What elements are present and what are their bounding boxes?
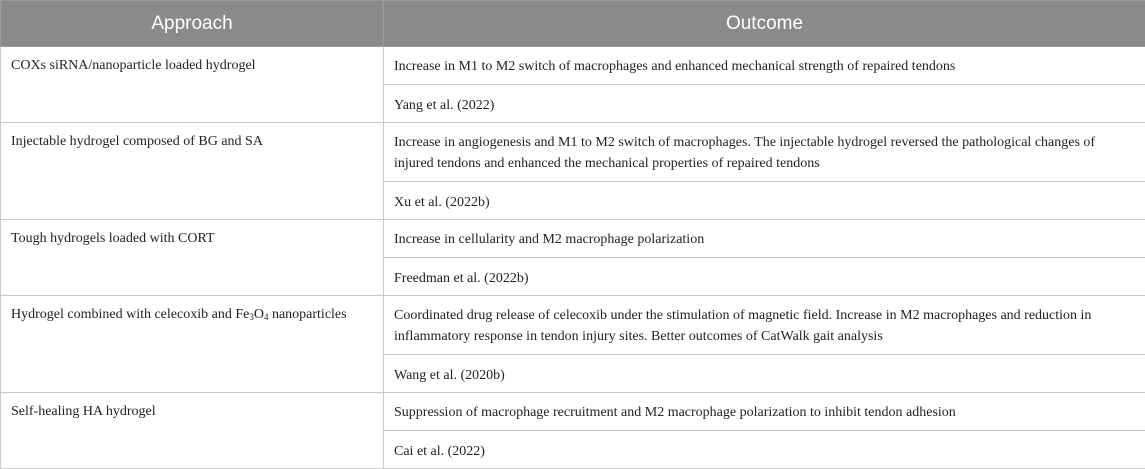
table-row (1, 47, 1145, 85)
approach-cell: Injectable hydrogel composed of BG and SA (1, 123, 384, 220)
subscript-4: 4 (264, 312, 269, 322)
approach-text-suffix: nanoparticles (268, 307, 346, 322)
outcome-cell: Increase in angiogenesis and M1 to M2 switch of macrophages. The injectable hydrogel reversed the pathological changes of injured tendons and enhanced the mechanical properties of repaired tendons (384, 123, 1145, 182)
reference-cell: Yang et al. (2022) (384, 85, 1145, 123)
approach-text-mid: O (254, 307, 264, 322)
header-row (1, 1, 1145, 47)
table-row (1, 393, 1145, 431)
approach-cell (1, 296, 384, 393)
approach-text-prefix: Hydrogel combined with celecoxib and Fe (11, 307, 249, 322)
approach-cell: Tough hydrogels loaded with CORT (1, 220, 384, 296)
outcome-cell: Coordinated drug release of celecoxib under the stimulation of magnetic field. Increase in M2 macrophages and reduction in inflammatory response in tendon injury sites. Better outcomes of CatWalk gait analysis (384, 296, 1145, 355)
table-row (1, 220, 1145, 258)
outcome-cell: Suppression of macrophage recruitment and M2 macrophage polarization to inhibit tendon adhesion (384, 393, 1145, 431)
reference-cell: Cai et al. (2022) (384, 431, 1145, 469)
reference-cell: Wang et al. (2020b) (384, 355, 1145, 393)
header-outcome: Outcome (384, 1, 1145, 47)
outcome-cell: Increase in M1 to M2 switch of macrophages and enhanced mechanical strength of repaired tendons (384, 47, 1145, 85)
table-row (1, 123, 1145, 182)
reference-cell: Xu et al. (2022b) (384, 182, 1145, 220)
table-row (1, 296, 1145, 355)
subscript-3: 3 (249, 312, 254, 322)
outcome-cell: Increase in cellularity and M2 macrophage polarization (384, 220, 1145, 258)
approach-cell: Self-healing HA hydrogel (1, 393, 384, 469)
header-approach: Approach (1, 1, 384, 47)
approach-cell: COXs siRNA/nanoparticle loaded hydrogel (1, 47, 384, 123)
reference-cell: Freedman et al. (2022b) (384, 258, 1145, 296)
